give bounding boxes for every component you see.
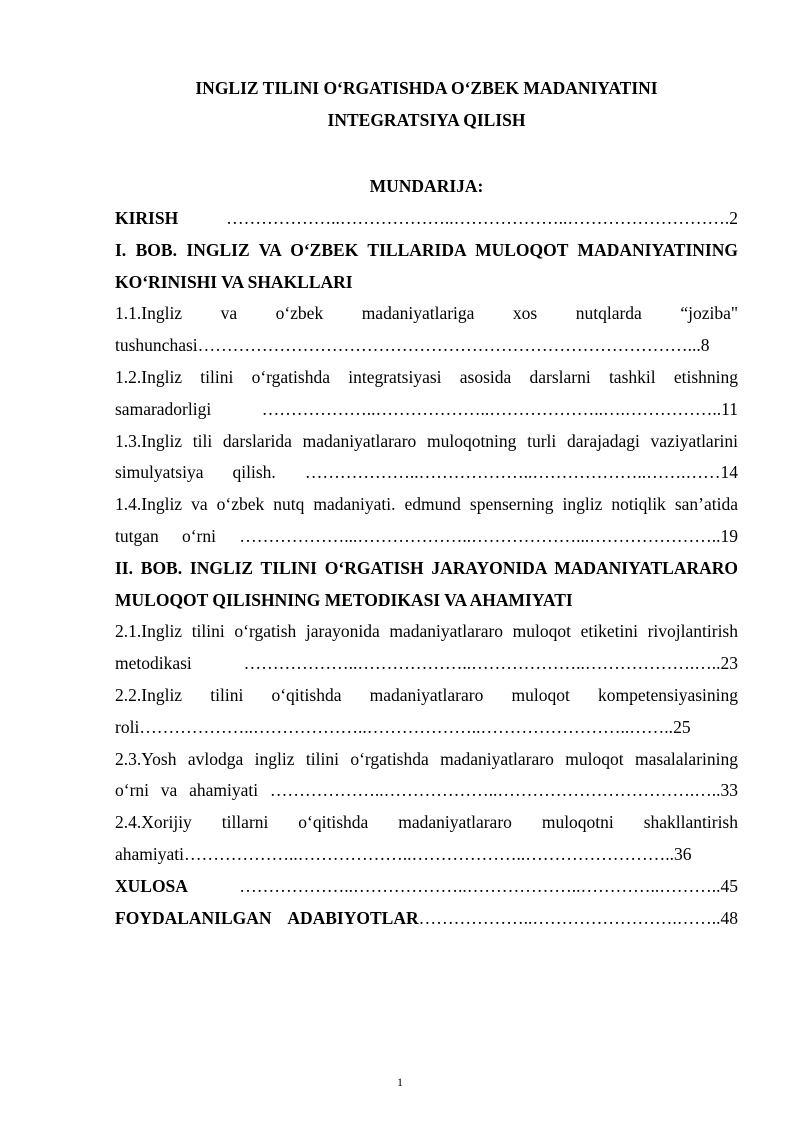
toc-page-number: 48 — [720, 907, 738, 928]
table-of-contents — [115, 203, 738, 934]
toc-entry-foydalanilgan-adabiyotlar — [115, 903, 738, 935]
toc-entry-text: ahamiyati………………..………………..………………..…………………….. — [115, 843, 675, 864]
toc-entry-1-2-line-2 — [115, 394, 738, 426]
toc-entry-2-4-line-2 — [115, 839, 738, 871]
toc-entry-1-4-line-1: 1.4.Ingliz va o‘zbek nutq madaniyati. edmund spenserning ingliz notiqlik san’atida — [115, 494, 738, 515]
document-title-line-2: INTEGRATSIYA QILISH — [327, 110, 526, 130]
toc-page-number: 45 — [720, 875, 738, 896]
toc-dots: ………………..………………..………………..………………………. — [178, 208, 730, 228]
toc-entry-1-1-line-2 — [115, 330, 738, 362]
toc-entry-1-3-line-1: 1.3.Ingliz tili darslarida madaniyatlararo muloqotning turli darajadagi vaziyatlarini — [115, 430, 738, 451]
toc-page-number: 11 — [721, 398, 738, 419]
toc-page-number: 36 — [674, 843, 692, 864]
toc-page-number: 2 — [729, 208, 738, 228]
toc-entry-1-3-line-2 — [115, 457, 738, 489]
toc-entry-xulosa — [115, 871, 738, 903]
toc-label: XULOSA — [115, 875, 188, 896]
toc-entry-text: simulyatsiya qilish. ………………..………………..………………..…….…… — [115, 462, 721, 483]
document-title-line-1: INGLIZ TILINI O‘RGATISHDA O‘ZBEK MADANIYATINI — [195, 78, 658, 98]
toc-entry-text: tushunchasi…………………………………………………………………………... — [115, 335, 701, 356]
toc-label: FOYDALANILGAN ADABIYOTLAR — [115, 907, 419, 928]
toc-page-number: 14 — [720, 462, 738, 483]
toc-page-number: 23 — [720, 653, 738, 674]
toc-entry-2-1-line-1: 2.1.Ingliz tilini o‘rgatish jarayonida madaniyatlararo muloqot etiketini rivojlantirish — [115, 621, 738, 642]
toc-entry-1-4-line-2 — [115, 521, 738, 553]
toc-entry-text: tutgan o‘rni ………………...………………..………………...………………….. — [115, 525, 721, 546]
page-number: 1 — [397, 1075, 403, 1089]
toc-entry-text: metodikasi ………………..………………..………………..……………….….. — [115, 653, 721, 674]
toc-dots: ………………..………………..………………..…………..……….. — [187, 875, 721, 896]
toc-entry-text: roli………………..………………..………………..……………………..…….. — [115, 716, 674, 737]
toc-page-number: 33 — [720, 780, 738, 801]
toc-page-number: 19 — [720, 525, 738, 546]
toc-entry-2-1-line-2 — [115, 648, 738, 680]
toc-entry-text: samaradorligi ………………..………………..………………..….…………….. — [115, 398, 722, 419]
toc-entry-2-2-line-1: 2.2.Ingliz tilini o‘qitishda madaniyatlararo muloqot kompetensiyasining — [115, 684, 738, 705]
toc-entry-text: o‘rni va ahamiyati ………………..………………..…………………………….….. — [115, 780, 721, 801]
contents-heading: MUNDARIJA: — [369, 176, 484, 196]
toc-label: KIRISH — [115, 208, 179, 228]
document-page — [115, 0, 738, 1131]
toc-chapter-2: II. BOB. INGLIZ TILINI O‘RGATISH JARAYONIDA MADANIYATLARARO MULOQOT QILISHNING METODIKASI VA AHAMIYATI — [115, 557, 738, 610]
toc-entry-1-2-line-1: 1.2.Ingliz tilini o‘rgatishda integratsiyasi asosida darslarni tashkil etishning — [115, 366, 738, 387]
toc-entry-2-3-line-1: 2.3.Yosh avlodga ingliz tilini o‘rgatishda madaniyatlararo muloqot masalalarining — [115, 748, 738, 769]
toc-entry-1-1-line-1: 1.1.Ingliz va o‘zbek madaniyatlariga xos nutqlarda “joziba" — [115, 303, 738, 324]
toc-dots: ………………..…………………….…….. — [418, 907, 721, 928]
toc-page-number: 25 — [673, 716, 691, 737]
toc-entry-2-2-line-2 — [115, 712, 738, 744]
toc-entry-2-3-line-2 — [115, 775, 738, 807]
toc-chapter-1: I. BOB. INGLIZ VA O‘ZBEK TILLARIDA MULOQOT MADANIYATINING KO‘RINISHI VA SHAKLLARI — [115, 239, 738, 292]
toc-page-number: 8 — [700, 335, 710, 356]
toc-entry-2-4-line-1: 2.4.Xorijiy tillarni o‘qitishda madaniyatlararo muloqotni shakllantirish — [115, 812, 738, 833]
toc-entry-kirish — [115, 203, 738, 235]
